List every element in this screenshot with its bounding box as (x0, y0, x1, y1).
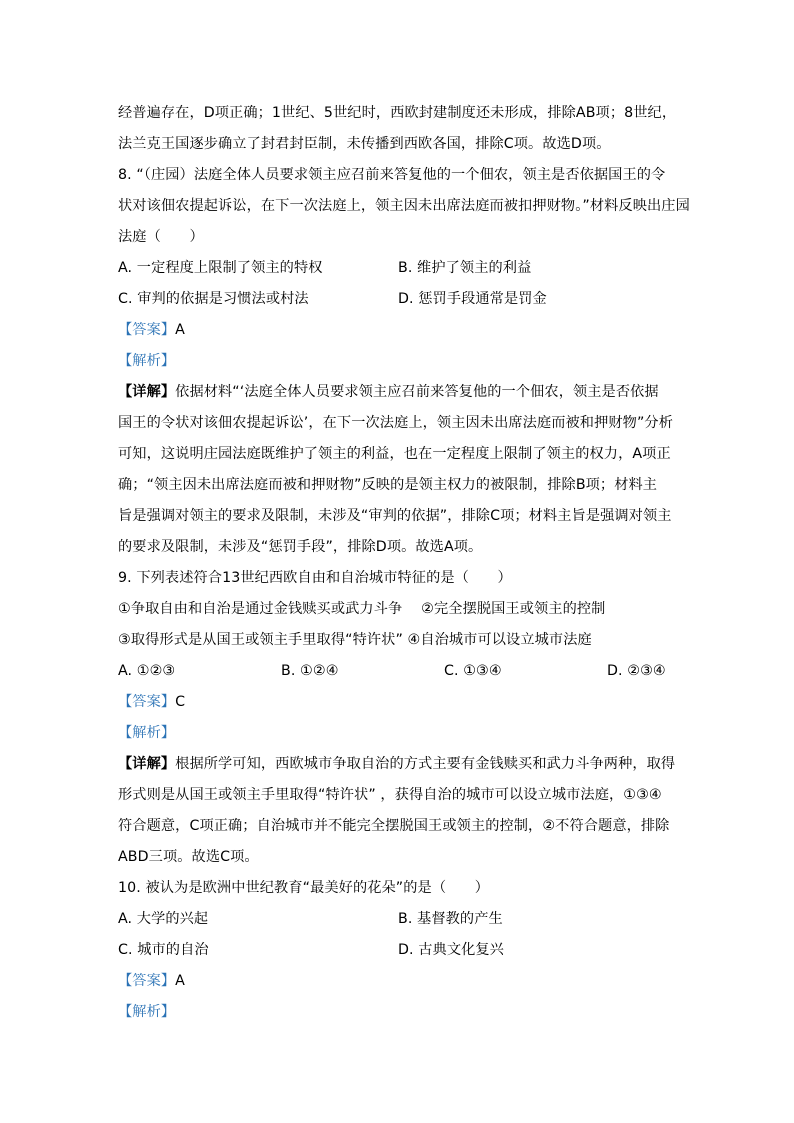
detail-text: 依据材料“‘法庭全体人员要求领主应召前来答复他的一个佃农，领主是否依据 (175, 384, 659, 400)
text-line: 法兰克王国逐步确立了封君封臣制，未传播到西欧各国，排除C项。故选D项。 (118, 136, 611, 152)
options-row (118, 284, 678, 315)
question-stem-line: 法庭（ ） (118, 229, 204, 245)
question-8 (118, 160, 690, 563)
question-stem-line: 10. 被认为是欧洲中世纪教育“最美好的花朵”的是（ ） (118, 880, 489, 896)
answer-line (118, 966, 678, 997)
options-row (118, 904, 678, 935)
detail-line: 符合题意，C项正确；自治城市并不能完全摆脱国王或领主的控制，②不符合题意，排除 (118, 818, 670, 834)
question-10 (118, 873, 678, 1028)
detail-line: 国王的令状对该佃农提起诉讼’，在下一次法庭上，领主因未出席法庭而被和押财物”分析 (118, 415, 673, 431)
options-row (118, 253, 678, 284)
options-row (118, 656, 678, 687)
option-d: D. 古典文化复兴 (398, 942, 504, 958)
question-stem-line: 8. “（庄园）法庭全体人员要求领主应召前来答复他的一个佃农，领主是否依据国王的令 (118, 167, 666, 183)
analysis-label: 【解析】 (118, 725, 176, 741)
question-9 (118, 563, 678, 873)
answer-label: 【答案】 (118, 322, 176, 338)
answer-value: A (175, 973, 185, 989)
answer-value: C (175, 694, 186, 710)
detail-line: 可知，这说明庄园法庭既维护了领主的利益，也在一定程度上限制了领主的权力，A项正 (118, 446, 671, 462)
text-line: 经普遍存在，D项正确；1世纪、5世纪时，西欧封建制度还未形成，排除AB项；8世纪， (118, 105, 677, 121)
analysis-line (118, 997, 678, 1028)
detail-line: 旨是强调对领主的要求及限制，未涉及“审判的依据”，排除C项；材料主旨是强调对领主 (118, 508, 672, 524)
document-page (118, 98, 690, 1028)
options-row (118, 935, 678, 966)
question-statement-line: ①争取自由和自治是通过金钱赎买或武力斗争 ②完全摆脱国王或领主的控制 (118, 601, 606, 617)
option-a: A. ①②③ (118, 663, 176, 679)
detail-text: 根据所学可知，西欧城市争取自治的方式主要有金钱赎买和武力斗争两种，取得 (175, 756, 676, 772)
detail-label: 【详解】 (118, 384, 176, 400)
option-b: B. 维护了领主的利益 (398, 260, 532, 276)
analysis-line (118, 346, 678, 377)
detail-line: 的要求及限制，未涉及“惩罚手段”，排除D项。故选A项。 (118, 539, 483, 555)
detail-line: 确；“领主因未出席法庭而被和押财物”反映的是领主权力的被限制，排除B项；材料主 (118, 477, 658, 493)
detail-line: 形式则是从国王或领主手里取得“特许状” ，获得自治的城市可以设立城市法庭，①③④ (118, 787, 662, 803)
option-d: D. 惩罚手段通常是罚金 (398, 291, 547, 307)
option-d: D. ②③④ (607, 663, 666, 679)
detail-line: ABD三项。故选C项。 (118, 849, 259, 865)
answer-line (118, 687, 678, 718)
question-stem-line: 9. 下列表述符合13世纪西欧自由和自治城市特征的是（ ） (118, 570, 512, 586)
answer-value: A (175, 322, 185, 338)
question-stem-line: 状对该佃农提起诉讼，在下一次法庭上，领主因未出席法庭而被扣押财物。”材料反映出庄园 (118, 198, 690, 214)
option-c: C. ①③④ (444, 663, 502, 679)
option-b: B. ①②④ (281, 663, 339, 679)
analysis-line (118, 718, 678, 749)
option-b: B. 基督教的产生 (398, 911, 503, 927)
option-c: C. 城市的自治 (118, 942, 209, 958)
option-c: C. 审判的依据是习惯法或村法 (118, 291, 309, 307)
analysis-label: 【解析】 (118, 353, 176, 369)
answer-line (118, 315, 678, 346)
question-statement-line: ③取得形式是从国王或领主手里取得“特许状” ④自治城市可以设立城市法庭 (118, 632, 592, 648)
answer-label: 【答案】 (118, 694, 176, 710)
answer-label: 【答案】 (118, 973, 176, 989)
detail-line (118, 377, 678, 408)
detail-line (118, 749, 678, 780)
analysis-label: 【解析】 (118, 1004, 176, 1020)
option-a: A. 大学的兴起 (118, 911, 209, 927)
detail-label: 【详解】 (118, 756, 176, 772)
option-a: A. 一定程度上限制了领主的特权 (118, 260, 323, 276)
